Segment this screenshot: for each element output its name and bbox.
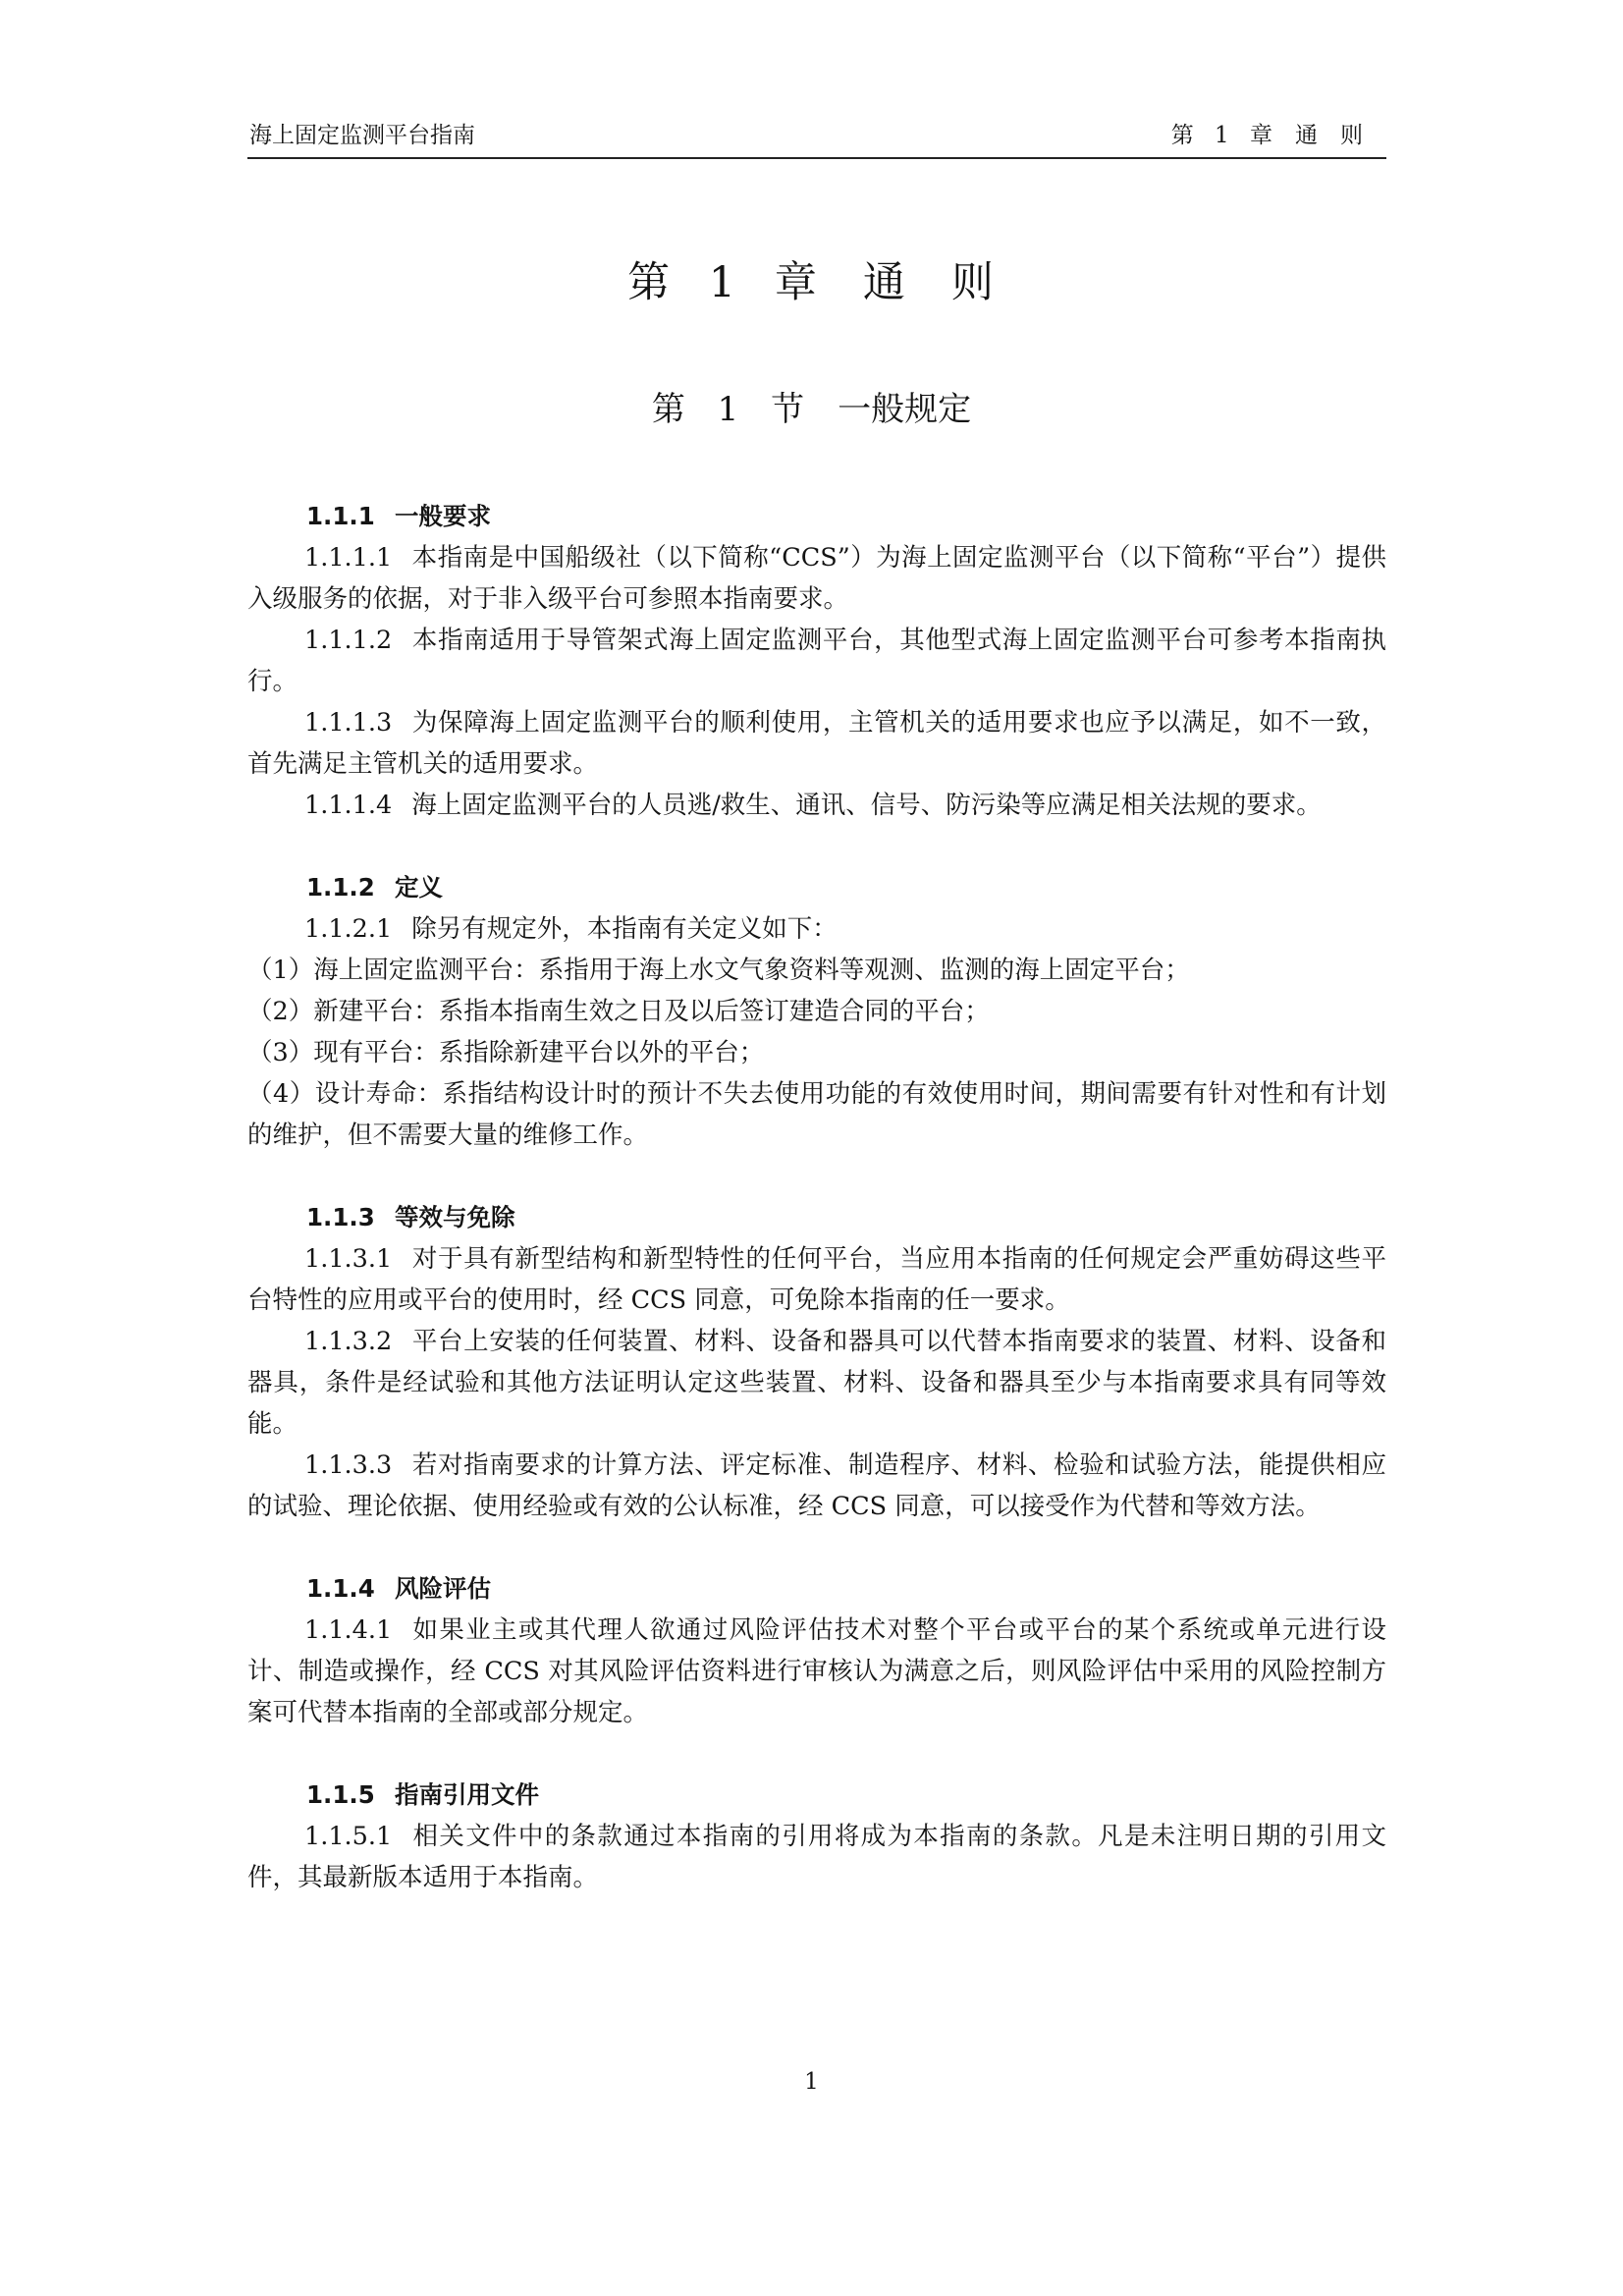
definition-item: （2）新建平台：系指本指南生效之日及以后签订建造合同的平台； [247, 997, 990, 1026]
definition-item: （1）海上固定监测平台：系指用于海上水文气象资料等观测、监测的海上固定平台； [247, 956, 1190, 985]
paragraph-text: 本指南适用于导管架式海上固定监测平台，其他型式海上固定监测平台可参考本指南执行。 [247, 626, 1386, 696]
clause-section [247, 1568, 1386, 1733]
clause-section [247, 1197, 1386, 1527]
paragraph-number: 1.1.4.1 [304, 1615, 393, 1645]
section-spacer [247, 1156, 1386, 1197]
clause-section [247, 496, 1386, 826]
section-title: 第 1 节 一般规定 [651, 390, 972, 429]
paragraph-text: 若对指南要求的计算方法、评定标准、制造程序、材料、检验和试验方法，能提供相应的试验、理论依据、使用经验或有效的公认标准，经 CCS 同意，可以接受作为代替和等效方法。 [247, 1450, 1386, 1521]
document-body [247, 496, 1386, 1898]
paragraph-number: 1.1.3.3 [304, 1450, 393, 1480]
paragraph-text: 为保障海上固定监测平台的顺利使用，主管机关的适用要求也应予以满足，如不一致，首先满足主管机关的适用要求。 [247, 708, 1386, 779]
running-header [247, 114, 1386, 157]
clause-number: 1.1.3 [306, 1203, 375, 1231]
clause-number: 1.1.1 [306, 502, 375, 530]
paragraph-number: 1.1.1.2 [304, 626, 393, 655]
clause-title: 一般要求 [395, 502, 491, 530]
clause-paragraph [247, 537, 1386, 620]
paragraph-text: 对于具有新型结构和新型特性的任何平台，当应用本指南的任何规定会严重妨碍这些平台特性的应用或平台的使用时，经 CCS 同意，可免除本指南的任一要求。 [247, 1244, 1386, 1315]
clause-number: 1.1.5 [306, 1780, 375, 1809]
paragraph-text: 如果业主或其代理人欲通过风险评估技术对整个平台或平台的某个系统或单元进行设计、制造或操作，经 CCS 对其风险评估资料进行审核认为满意之后，则风险评估中采用的风险控制方案可代替本指南的全部或部分规定。 [247, 1615, 1386, 1727]
paragraph-number: 1.1.3.2 [304, 1327, 393, 1356]
chapter-title: 第 1 章 通 则 [627, 258, 996, 307]
clause-section [247, 867, 1386, 1156]
definition-item: （4）设计寿命：系指结构设计时的预计不失去使用功能的有效使用时间，期间需要有针对性和有计划的维护，但不需要大量的维修工作。 [247, 1079, 1386, 1150]
clause-heading [247, 1568, 1386, 1610]
paragraph-number: 1.1.5.1 [304, 1822, 393, 1851]
clause-title: 定义 [395, 873, 443, 902]
header-document-title: 海上固定监测平台指南 [249, 123, 475, 148]
section-spacer [247, 1733, 1386, 1775]
clause-paragraph [247, 1816, 1386, 1898]
paragraph-text: 相关文件中的条款通过本指南的引用将成为本指南的条款。凡是未注明日期的引用文件，其最新版本适用于本指南。 [247, 1822, 1386, 1892]
paragraph-number: 1.1.3.1 [304, 1244, 393, 1274]
clause-section [247, 1775, 1386, 1898]
paragraph-text: 平台上安装的任何装置、材料、设备和器具可以代替本指南要求的装置、材料、设备和器具，条件是经试验和其他方法证明认定这些装置、材料、设备和器具至少与本指南要求具有同等效能。 [247, 1327, 1386, 1439]
clause-title: 等效与免除 [395, 1203, 515, 1231]
clause-heading [247, 1197, 1386, 1238]
paragraph-number: 1.1.1.1 [304, 543, 393, 573]
clause-paragraph [247, 1445, 1386, 1527]
clause-heading [247, 867, 1386, 908]
clause-heading [247, 496, 1386, 537]
clause-paragraph [247, 702, 1386, 785]
clause-paragraph [247, 1610, 1386, 1733]
clause-paragraph [247, 620, 1386, 702]
clause-heading [247, 1775, 1386, 1816]
header-divider [247, 157, 1386, 159]
header-chapter-label: 第 1 章 通 则 [1170, 123, 1363, 148]
paragraph-number: 1.1.1.3 [304, 708, 393, 738]
clause-paragraph [247, 785, 1386, 826]
section-spacer [247, 1527, 1386, 1568]
paragraph-number: 1.1.2.1 [304, 914, 393, 944]
definition-item: （3）现有平台：系指除新建平台以外的平台； [247, 1038, 765, 1067]
page-number: 1 [804, 2069, 819, 2095]
clause-number: 1.1.4 [306, 1574, 375, 1603]
clause-paragraph [247, 1238, 1386, 1321]
clause-paragraph [247, 1321, 1386, 1445]
clause-title: 指南引用文件 [395, 1780, 539, 1809]
section-spacer [247, 826, 1386, 867]
paragraph-text: 本指南是中国船级社（以下简称“CCS”）为海上固定监测平台（以下简称“平台”）提供入级服务的依据，对于非入级平台可参照本指南要求。 [247, 543, 1386, 614]
paragraph-text: 海上固定监测平台的人员逃/救生、通讯、信号、防污染等应满足相关法规的要求。 [411, 791, 1322, 820]
paragraph-number: 1.1.1.4 [304, 791, 393, 820]
clause-paragraph [247, 908, 1386, 950]
paragraph-text: 除另有规定外，本指南有关定义如下： [411, 914, 838, 944]
clause-number: 1.1.2 [306, 873, 375, 902]
clause-title: 风险评估 [395, 1574, 491, 1603]
